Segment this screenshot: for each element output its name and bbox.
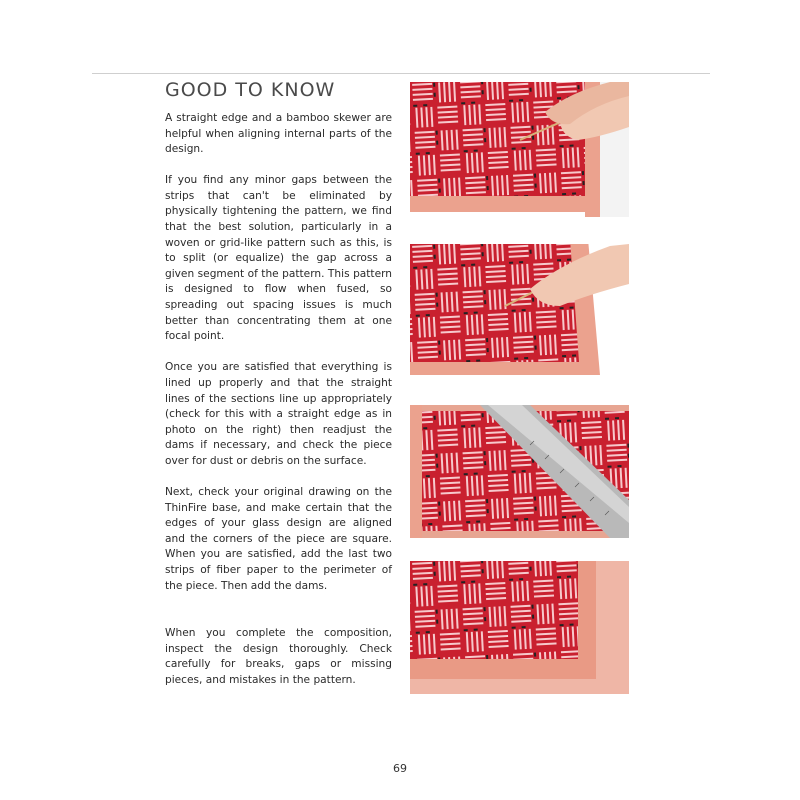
header-rule xyxy=(92,73,710,74)
photo-skewer-bottom xyxy=(410,244,629,375)
paragraph-2: If you find any minor gaps between the strips that can't be eliminated by physically tightening the pattern, we find that the best solution, particularly in a woven or grid-like pattern such as this, is to split (or equalize) the gap across a given segment of the pattern. This pattern is designed to flow when fused, so spreading out spacing issues is much better than concentrating them at one focal point. xyxy=(165,174,392,343)
glass-weave-image-3 xyxy=(410,405,629,538)
paragraph-4: Next, check your original drawing on the ThinFire base, and make certain that the edges of your glass design are aligned and the corners of the piece are square. When you are satisfied, add the last two strips of fiber paper to the perimeter of the piece. Then add the dams. xyxy=(165,485,392,592)
photo-corner-dams xyxy=(410,561,629,694)
section-heading: GOOD TO KNOW xyxy=(165,79,336,101)
body-text-column xyxy=(165,111,392,689)
paragraph-1: A straight edge and a bamboo skewer are helpful when aligning internal parts of the design. xyxy=(165,112,392,156)
glass-weave-image-1 xyxy=(410,82,629,217)
glass-weave-image-2 xyxy=(410,244,629,375)
glass-weave-image-4 xyxy=(410,561,629,694)
photo-straight-edge xyxy=(410,405,629,538)
page-number: 69 xyxy=(393,762,407,775)
paragraph-3: Once you are satisfied that everything is lined up properly and that the straight lines of the sections line up appropriately (check for this with a straight edge as in photo on the right) then readjust the dams if necessary, and check the piece over for dust or debris on the surface. xyxy=(165,361,392,467)
photo-skewer-top xyxy=(410,82,629,217)
paragraph-5: When you complete the composition, inspect the design thoroughly. Check carefully for breaks, gaps or missing pieces, and mistakes in the pattern. xyxy=(165,627,392,686)
